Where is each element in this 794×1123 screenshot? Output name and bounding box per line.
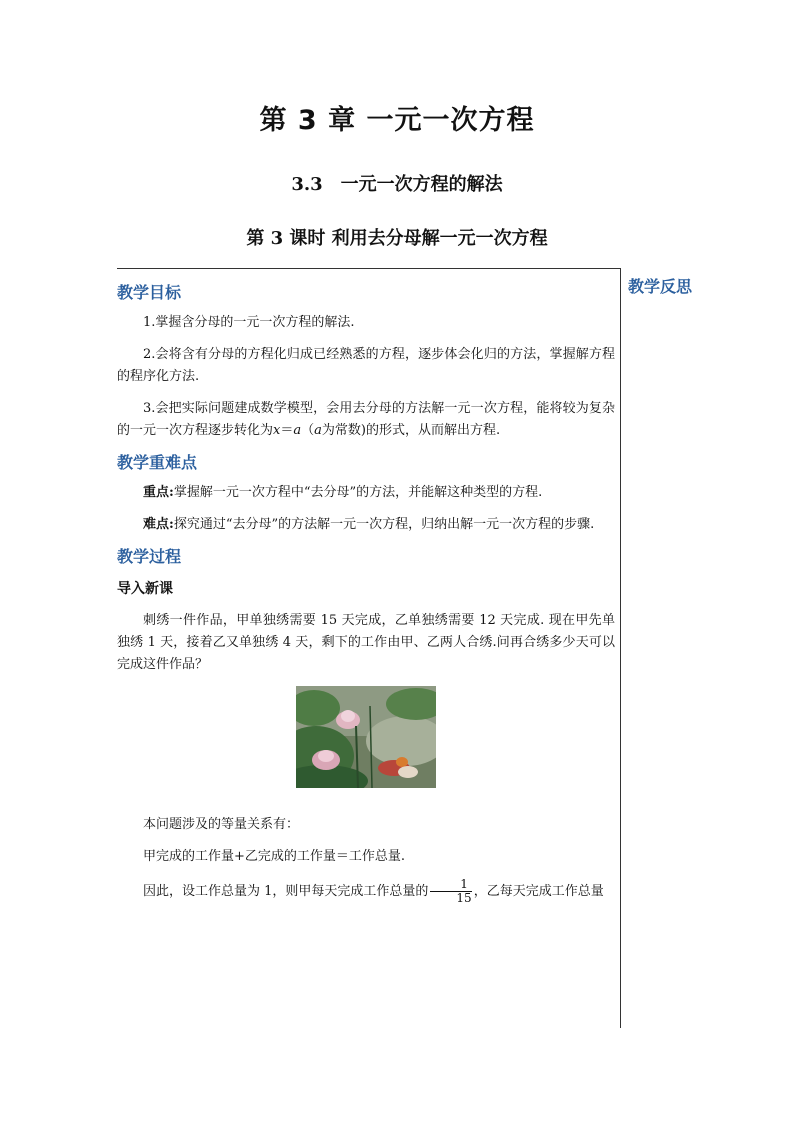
hard-point-text: 探究通过“去分母”的方法解一元一次方程，归纳出解一元一次方程的步骤. xyxy=(173,517,595,532)
table-column-divider xyxy=(620,268,621,1028)
key-points-heading: 教学重难点 xyxy=(117,453,198,472)
process-heading: 教学过程 xyxy=(117,547,182,566)
therefore-text-a: 因此，设工作总量为 1，则甲每天完成工作总量的 xyxy=(143,884,429,899)
key-point-text: 掌握解一元一次方程中“去分母”的方法，并能解这种类型的方程. xyxy=(173,485,543,500)
objective-item-3-text: 3.会把实际问题建成数学模型，会用去分母的方法解一元一次方程，能将较为复杂的一元一次方程逐步转化为 xyxy=(117,401,615,438)
main-column xyxy=(117,280,615,915)
paren-open: （ xyxy=(301,423,315,438)
section-title: 3.3 一元一次方程的解法 xyxy=(291,174,503,195)
table-top-rule xyxy=(117,268,621,269)
objective-item-2: 2.会将含有分母的方程化归成已经熟悉的方程，逐步体会化归的方法，掌握解方程的程序化方法. xyxy=(117,347,615,384)
const-note: 为常数)的形式，从而解出方程. xyxy=(321,423,501,438)
objective-item-3 xyxy=(117,398,615,442)
math-a: a xyxy=(293,423,302,438)
embroidery-lotus-image xyxy=(296,686,436,788)
math-x: x xyxy=(273,423,281,438)
fraction-denominator: 15 xyxy=(456,891,472,905)
problem-text: 刺绣一件作品，甲单独绣需要 15 天完成，乙单独绣需要 12 天完成. 现在甲先单独绣 1 天，接着乙又单独绣 4 天，剩下的工作由甲、乙两人合绣.问再合绣多少天可以完成这件作品？ xyxy=(117,613,615,672)
intro-heading: 导入新课 xyxy=(117,581,173,597)
reflection-column-title: 教学反思 xyxy=(628,277,693,296)
therefore-text-b: ，乙每天完成工作总量 xyxy=(473,884,604,899)
objective-item-1: 1.掌握含分母的一元一次方程的解法. xyxy=(143,315,355,330)
math-a-2: a xyxy=(314,423,322,438)
math-eq: ＝ xyxy=(280,423,294,438)
lotus-mandarin-duck-picture xyxy=(296,686,436,788)
chapter-title: 第 3 章 一元一次方程 xyxy=(259,105,535,136)
therefore-line xyxy=(117,878,615,905)
hard-point xyxy=(117,514,615,536)
fraction-numerator: 1 xyxy=(430,878,471,892)
fraction-one-fifteenth xyxy=(430,878,471,905)
key-point-label: 重点: xyxy=(143,485,174,500)
relation-intro: 本问题涉及的等量关系有： xyxy=(143,817,300,832)
hard-point-label: 难点: xyxy=(143,517,174,532)
objectives-heading: 教学目标 xyxy=(117,283,182,302)
key-point xyxy=(117,482,615,504)
relation-equation: 甲完成的工作量+乙完成的工作量＝工作总量. xyxy=(143,849,406,864)
lesson-title: 第 3 课时 利用去分母解一元一次方程 xyxy=(246,228,548,249)
